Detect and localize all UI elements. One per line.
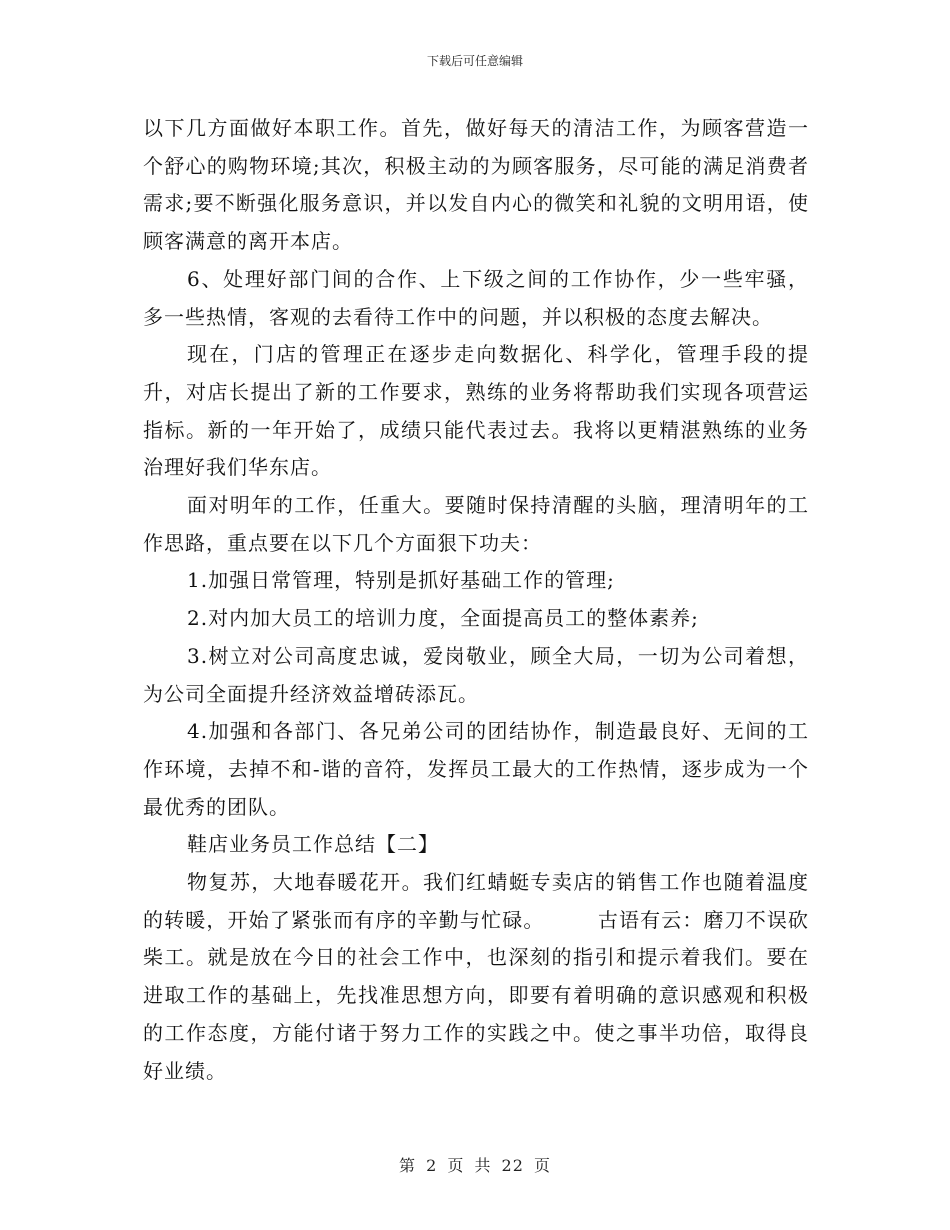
paragraph: 以下几方面做好本职工作。首先，做好每天的清洁工作，为顾客营造一个舒心的购物环境;其次，积极主动的为顾客服务，尽可能的满足消费者需求;要不断强化服务意识，并以发自内心的微笑和礼貌的文明用语，使顾客满意的离开本店。 bbox=[143, 116, 809, 254]
list-item: 4.加强和各部门、各兄弟公司的团结协作，制造最良好、无间的工作环境，去掉不和-谐的音符，发挥员工最大的工作热情，逐步成为一个最优秀的团队。 bbox=[143, 719, 809, 819]
document-body bbox=[143, 110, 809, 1090]
paragraph: 面对明年的工作，任重大。要随时保持清醒的头脑，理清明年的工作思路，重点要在以下几个方面狠下功夫： bbox=[143, 493, 809, 555]
list-item: 2.对内加大员工的培训力度，全面提高员工的整体素养; bbox=[187, 606, 699, 631]
list-item: 3.树立对公司高度忠诚，爱岗敬业，顾全大局，一切为公司着想，为公司全面提升经济效益增砖添瓦。 bbox=[143, 643, 809, 706]
paragraph: 物复苏，大地春暖花开。我们红蜻蜓专卖店的销售工作也随着温度的转暖，开始了紧张而有序的辛勤与忙碌。 古语有云：磨刀不误砍柴工。就是放在今日的社会工作中，也深刻的指引和提示着我们。要在进取工作的基础上，先找准思想方向，即要有着明确的意识感观和积极的工作态度，方能付诸于努力工作的实践之中。使之事半功倍，取得良好业绩。 bbox=[143, 870, 809, 1083]
page-header: 下载后可任意编辑 bbox=[426, 54, 523, 68]
list-item: 1.加强日常管理，特别是抓好基础工作的管理; bbox=[187, 568, 615, 593]
paragraph: 现在，门店的管理正在逐步走向数据化、科学化，管理手段的提升，对店长提出了新的工作要求，熟练的业务将帮助我们实现各项营运指标。新的一年开始了，成绩只能代表过去。我将以更精湛熟练的业务治理好我们华东店。 bbox=[143, 342, 809, 480]
page-footer: 第 2 页 共 22 页 bbox=[399, 1156, 551, 1175]
paragraph: 6、处理好部门间的合作、上下级之间的工作协作，少一些牢骚，多一些热情，客观的去看待工作中的问题，并以积极的态度去解决。 bbox=[143, 266, 809, 329]
section-heading: 鞋店业务员工作总结【二】 bbox=[187, 832, 439, 857]
